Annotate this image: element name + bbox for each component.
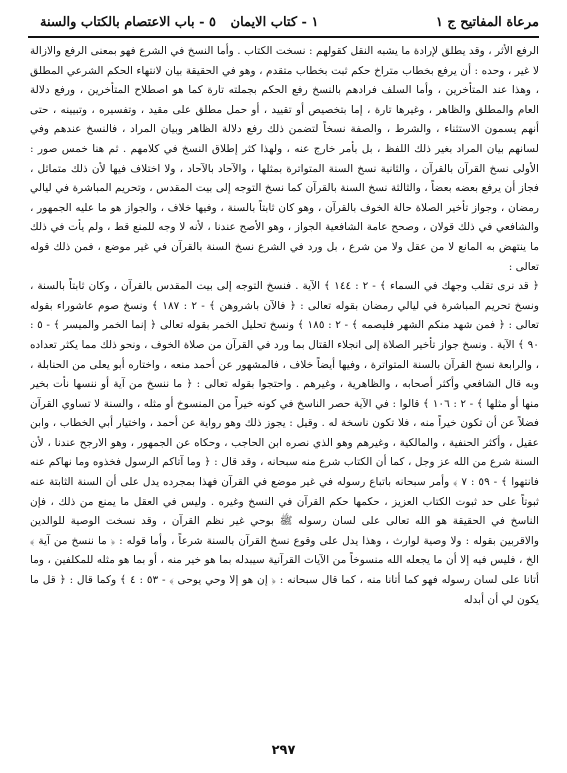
paragraph: ﴿ قد نرى تقلب وجهك في السماء ﴾ - ٢ : ١٤٤ ﴾ الآية . فنسخ التوجه إلى بيت المقدس بالقرآن ، وكان ثابتاً بالسنة ، ونسخ تحريم المباشرة في ليالي رمضان بقوله تعالى : ﴿ فالآن باشروهن ﴾ - ٢ : ١٨٧ ﴾ ونسخ صوم عاشوراء بقوله تعالى : ﴿ فمن شهد منكم الشهر فليصمه ﴾ - ٢ : ١٨٥ ﴾ ونسخ تحليل الخمر بقوله تعالى ﴿ إنما الخمر والميسر ﴾ - ٥ : ٩٠ ﴾ الآية . ونسخ جواز تأخير الصلاة إلى انجلاء القتال بما ورد في القرآن من صلاة الخوف ، ونحو ذلك مما يكثر تعداده ، والرابعة نسخ القرآن بالسنة المتواترة ، وفيها أيضاً خلاف ، فالمشهور عن أحمد منعه ، واختاره أبو يعلى من الحنابلة ، وبه قال الشافعي وأكثر أصحابه ، والظاهرية ، وغيرهم . واحتجوا بقوله تعالى : ﴿ ما ننسخ من آية أو ننسها نأت بخير منها أو مثلها ﴾ - ٢ : ١٠٦ ﴾ قالوا : في الآية حصر الناسخ في كونه خيراً من المنسوخ أو مثله ، والسنة لا تساوي القرآن فضلاً عن أن تكون خيراً منه ، فلا تكون ناسخة له . وقيل : يجوز ذلك وهو رواية عن أحمد ، واختيار أبي الخطاب ، وابن عقيل ، وأكثر الحنفية ، والمالكية ، وغيرهم وهو الذي نصره ابن الحاجب ، وحكاه عن الجمهور ، وهو الارجح عندنا ، لأن السنة شرع من الله عز وجل ، كما أن الكتاب شرع منه سبحانه ، وقد قال : ﴿ وما آتاكم الرسول فخذوه وما نهاكم عنه فانتهوا ﴾ - ٥٩ : ٧ ﴾ وأمر سبحانه باتباع رسوله في غير موضع في القرآن فهذا بمجرده يدل على أن السنة الثابتة عنه ثبوتاً على حد ثبوت الكتاب العزيز ، حكمها حكم القرآن في النسخ وغيره . وليس في العقل ما يمنع من ذلك ، فإن الناسخ في الحقيقة هو الله تعالى على لسان رسوله ﷺ بوحي غير نظم القرآن ، وقد نسخت الوصية للوالدين والاقربين بقوله : ولا وصية لوارث ، وهذا يدل على وقوع نسخ القرآن بالسنة شرعاً ، وأما قوله : ﴿ ما ننسخ من آية ﴾ الخ ، فليس فيه إلا أن ما يجعله الله منسوخاً من الآيات القرآنية سيبدله بما هو خير منه ، أو بما هو مثله للمكلفين ، وما أتانا على لسان رسوله فهو كما أتانا منه ، كما قال سبحانه : ﴿ إن هو إلا وحي يوحى ﴾ - ٥٣ : ٤ ﴾ وكما قال : ﴿ قل ما يكون لي أن أبدله (30, 280, 539, 606)
header-rule (28, 36, 539, 38)
book-title: مرعاة المفاتيح ج ١ (435, 14, 539, 30)
chapter-section-title (30, 15, 318, 30)
running-header (30, 8, 539, 36)
page-number: ٢٩٧ (271, 743, 296, 758)
paragraph: الرفع الأثر ، وقد يطلق لإرادة ما يشبه النقل كقولهم : نسخت الكتاب . وأما النسخ في الشرع فهو بمعنى الرفع والازالة لا غير ، وحده : أن يرفع بخطاب متراخ حكم ثبت بخطاب متقدم ، وهو في الحقيقة بيان لانتهاء الحكم الشرعي المطلق ، وهذا عند المتأخرين ، وأما السلف فرادهم بالنسخ رفع الحكم بجملته تارة كما هو اصطلاح المتأخرين ، ورفع دلالة العام والمطلق والظاهر ، وغيرها تارة ، إما بتخصيص أو تقييد ، أو حمل مطلق على مقيد ، وتفسيره ، وتبيينه ، حتى أنهم يسمون الاستثناء ، والشرط ، والصفة نسخاً لتضمن ذلك رفع دلالة الظاهر وبيان المراد ، فالنسخ عندهم وفي لسانهم بيان المراد بغير ذلك اللفظ ، بل بأمر خارج عنه ، ولهذا كثر إطلاق النسخ في كلامهم . ثم هنا خمس صور : الأولى نسخ القرآن بالقرآن ، والثانية نسخ السنة المتواترة بمثلها ، والآحاد بالآحاد ، ولا اختلاف فيها لأن ذلك متماثل ، فجاز أن يرفع بعضه بعضاً ، والثالثة نسخ السنة بالقرآن كما نسخ التوجه إلى بيت المقدس ، وتحريم المباشرة في ليالي رمضان ، وجواز تأخير الصلاة حالة الخوف بالقرآن ، وهو كان ثابتاً بالسنة ، وفيها خلاف ، والجواز هو ما عليه الجمهور ، والشافعي في ذلك قولان ، وصحح عامة الشافعية الجواز ، وهو الأصح عندنا ، لأنه لا وجه للمنع قط ، ولم يأت في ذلك ما ينتهض به المانع لا من عقل ولا من شرع ، بل ورد في الشرع نسخ السنة بالقرآن في غير موضع ، فمن ذلك قوله تعالى : (30, 45, 539, 273)
chapter-title: ١ - كتاب الايمان (230, 14, 319, 30)
section-title: ٥ - باب الاعتصام بالكتاب والسنة (40, 14, 216, 30)
body-text (30, 42, 539, 732)
